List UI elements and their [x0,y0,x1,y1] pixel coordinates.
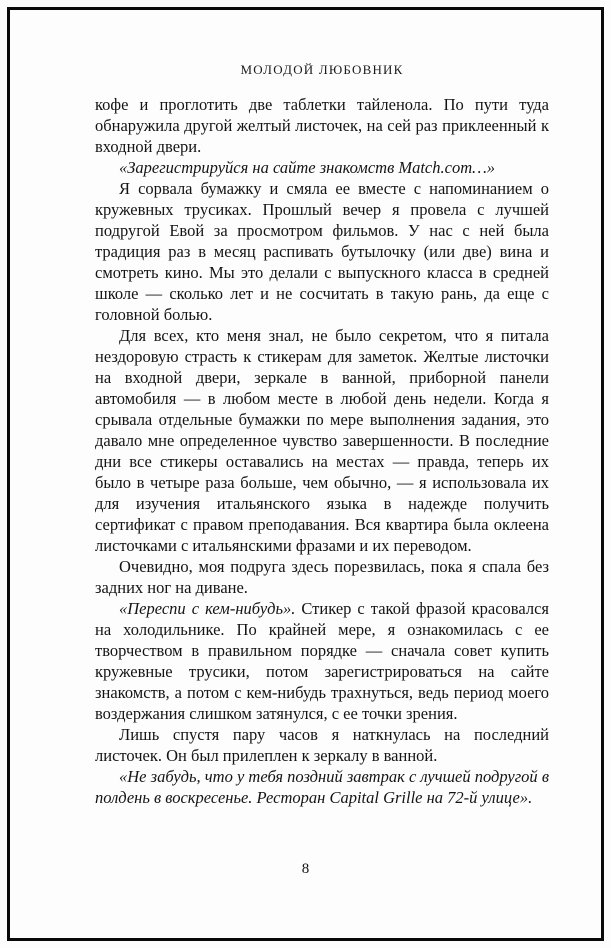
body-text: Стикер с такой фразой красовался на холодильнике. По крайней мере, я ознакомилась с ее творчеством в правильном порядке — сначала совет купить кружевные трусики, потом зарегистрироваться на сайте знакомств, а потом с кем-нибудь трахнуться, ведь период моего воздержания слишком затянулся, с ее точки зрения. [95,599,549,723]
paragraph [95,157,549,178]
paragraph [95,766,549,808]
body-text: Для всех, кто меня знал, не было секретом, что я питала нездоровую страсть к стикерам для заметок. Желтые листочки на входной двери, зеркале в ванной, приборной панели автомобиля — в любом месте в любой день недели. Когда я срывала отдельные бумажки по мере выполнения задания, это давало мне определенное чувство завершенности. В последние дни все стикеры оставались на местах — правда, теперь их было в четыре раза больше, чем обычно, — я использовала их для изучения итальянского языка в надежде получить сертификат с правом преподавания. Вся квартира была оклеена листочками с итальянскими фразами и их переводом. [95,326,549,555]
italic-note-text: «Зарегистрируйся на сайте знакомств Match.com…» [119,158,496,177]
body-text: Я сорвала бумажку и смяла ее вместе с напоминанием о кружевных трусиках. Прошлый вечер я провела с лучшей подругой Евой за просмотром фильмов. У нас с ней была традиция раз в месяц распивать бутылочку (или две) вина и смотреть кино. Мы это делали с выпускного класса в средней школе — сколько лет и не сосчитать в такую рань, да еще с головной болью. [95,179,549,324]
running-header: МОЛОДОЙ ЛЮБОВНИК [240,62,404,77]
text-block [95,94,549,808]
paragraph [95,724,549,766]
italic-note-text: «Переспи с кем-нибудь». [119,599,296,618]
body-text: Лишь спустя пару часов я наткнулась на последний листочек. Он был прилеплен к зеркалу в ванной. [95,725,549,765]
italic-note-text: «Не забудь, что у тебя поздний завтрак с лучшей подругой в полдень в воскресенье. Ресторан Capital Grille на 72-й улице». [95,767,549,807]
body-text: Очевидно, моя подруга здесь порезвилась, пока я спала без задних ног на диване. [95,557,549,597]
paragraph [95,325,549,556]
paragraph [95,598,549,724]
paragraph [95,94,549,157]
page-number: 8 [301,861,310,877]
body-text: кофе и проглотить две таблетки тайленола. По пути туда обнаружила другой желтый листочек, на сей раз приклеенный к входной двери. [95,95,549,156]
paragraph [95,556,549,598]
page-content [95,62,549,808]
paragraph [95,178,549,325]
